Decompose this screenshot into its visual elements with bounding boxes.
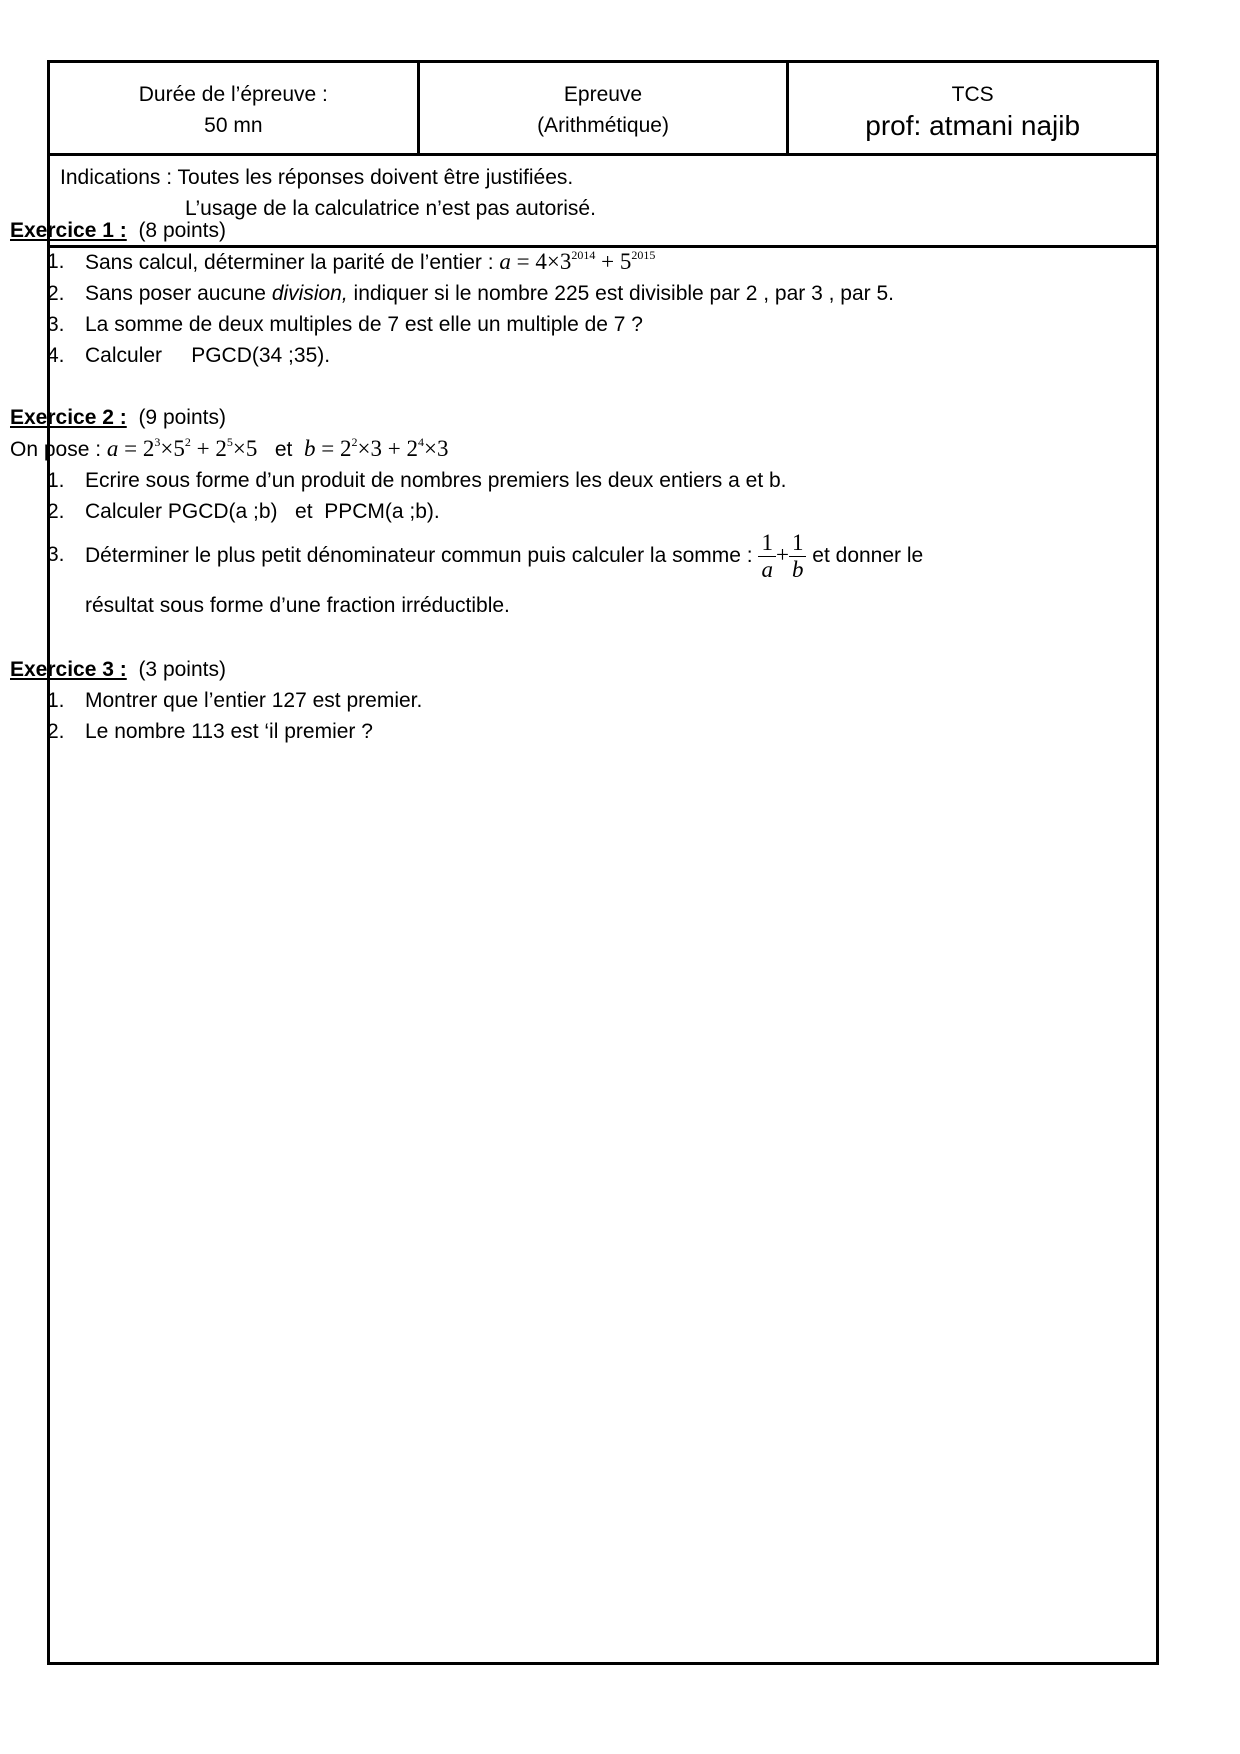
on-pose-line: On pose : $a = 2^3\times 5^2 + 2^5\times 5$ et $b = 2^2\times 3 + 2^4\times 3$ [10, 435, 449, 461]
parity-expression: $a = 4\times 3^{2014} + 5^{2015}$ [499, 248, 656, 274]
fraction-1-over-b: $\frac{1}{b}$ [789, 530, 807, 583]
exercise-3-list [10, 685, 1230, 747]
epreuve-label: Epreuve [563, 83, 643, 106]
list-item: 1. Montrer que l’entier 127 est premier. [47, 689, 423, 712]
exercise-3-points: (3 points) [138, 658, 226, 681]
list-item: 2. Calculer PGCD(a ;b) et PPCM(a ;b). [47, 500, 440, 523]
list-item: 1. Ecrire sous forme d’un produit de nombres premiers les deux entiers a et b. [47, 469, 787, 492]
duration-label: Durée de l’épreuve : [138, 83, 328, 106]
list-item: 3. La somme de deux multiples de 7 est elle un multiple de 7 ? [47, 313, 643, 336]
level-cell [789, 63, 1156, 153]
subject-name: (Arithmétique) [537, 114, 669, 137]
list-item: 2. Le nombre 113 est ‘il premier ? [47, 720, 373, 743]
subject-cell [420, 63, 790, 153]
list-item: 2. Sans poser aucune division, indiquer si le nombre 225 est divisible par 2 , par 3 , par 5. [47, 282, 894, 305]
exercise-1-list [10, 246, 1230, 371]
list-item: 4. Calculer PGCD(34 ;35). [47, 344, 331, 367]
teacher-name: prof: atmani najib [865, 110, 1081, 141]
list-item: 3. Déterminer le plus petit dénominateur commun puis calculer la somme : $\frac{1}{a}$ + $\frac{1}{b}$ et donner le résultat sous forme d’une fraction irréductible. [47, 529, 924, 617]
list-item: 1. Sans calcul, déterminer la parité de l’entier : $a = 4\times 3^{2014} + 5^{2015}$ [47, 248, 656, 274]
exercise-3-heading [10, 654, 1230, 685]
duration-cell [50, 63, 420, 153]
expression-b: $b = 2^2\times 3 + 2^4\times 3$ [304, 435, 449, 461]
header-table [50, 63, 1156, 156]
duration-value: 50 mn [204, 114, 263, 137]
exam-content [10, 215, 1230, 747]
exercise-2-heading [10, 402, 1230, 433]
indications-line-1: Indications : Toutes les réponses doivent être justifiées. [60, 166, 574, 189]
exercise-1-points: (8 points) [138, 219, 226, 242]
indications-line-2: L’usage de la calculatrice n’est pas autorisé. [185, 197, 596, 220]
exercise-1-title: Exercice 1 : [10, 219, 127, 242]
exercise-2-list [10, 465, 1230, 628]
exercise-2-points: (9 points) [138, 406, 226, 429]
exercise-2-title: Exercice 2 : [10, 406, 127, 429]
fraction-1-over-a: $\frac{1}{a}$ [758, 530, 776, 583]
exercise-3-title: Exercice 3 : [10, 658, 127, 681]
exercise-1-heading [10, 215, 1230, 246]
level-label: TCS [951, 83, 994, 106]
expression-a: $a = 2^3\times 5^2 + 2^5\times 5$ [106, 435, 258, 461]
